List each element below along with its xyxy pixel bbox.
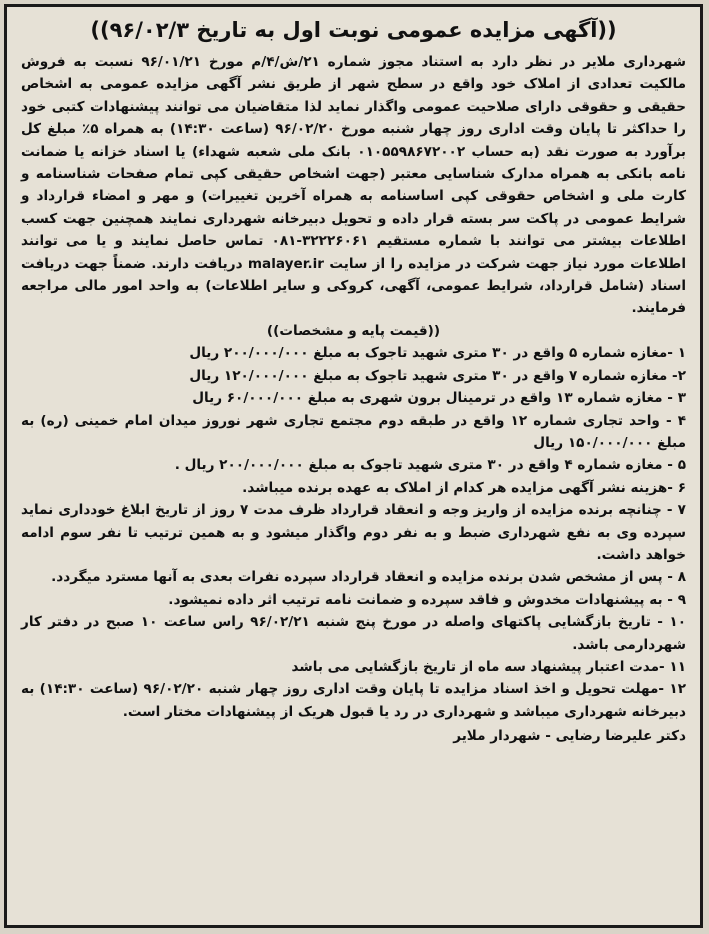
terms-list [21,342,686,723]
list-item: ۸ - پس از مشخص شدن برنده مزایده و انعقاد قرارداد سپرده نفرات بعدی به آنها مسترد میگردد. [51,569,686,586]
list-item: ۵ - مغازه شماره ۴ واقع در ۳۰ متری شهید تاجوک به مبلغ ۲۰۰/۰۰۰/۰۰۰ ریال . [174,457,686,474]
list-item: ۲- مغازه شماره ۷ واقع در ۳۰ متری شهید تاجوک به مبلغ ۱۲۰/۰۰۰/۰۰۰ ریال [189,367,686,384]
list-item: ۹ - به پیشنهادات مخدوش و فاقد سپرده و ضمانت نامه ترتیب اثر داده نمیشود. [168,591,686,608]
list-item: ۱ -مغازه شماره ۵ واقع در ۳۰ متری شهید تاجوک به مبلغ ۲۰۰/۰۰۰/۰۰۰ ریال [189,345,686,362]
list-item: ۱۰ - تاریخ بازگشایی پاکتهای واصله در مورخ پنج شنبه ۹۶/۰۲/۲۱ راس ساعت ۱۰ صبح در دفتر کار شهردارمی باشد. [21,614,687,653]
signature-line: دکتر علیرضا رضایی - شهردار ملایر [453,728,686,745]
price-heading: ((قیمت پایه و مشخصات)) [266,322,441,339]
notice-title: ((آگهی مزایده عمومی نوبت اول به تاریخ ۹۶/۰۲/۳)) [90,18,617,42]
list-item: ۷ - چنانچه برنده مزایده از واریز وجه و انعقاد قرارداد ظرف مدت ۷ روز از تاریخ ابلاغ خودداری نماید سپرده وی به نفع شهرداری ضبط و به نفر دوم واگذار میشود و به همین ترتیب تا نفر سوم ادامه خواهد داشت. [21,502,686,563]
list-item: ۶ -هزینه نشر آگهی مزایده هر کدام از املاک به عهده برنده میباشد. [242,479,686,496]
notice-intro-paragraph: شهرداری ملایر در نظر دارد به استناد مجوز شماره ۲۱/ش/۴/م مورخ ۹۶/۰۱/۲۱ نسبت به فروش مالکیت تعدادی از املاک خود واقع در سطح شهر از طریق نشر آگهی مزایده عمومی به اشخاص حقیقی و حقوقی دارای صلاحیت عمومی واگذار نماید لذا متقاضیان می توانند پیشنهادات کتبی خود را حداکثر تا پایان وقت اداری روز چهار شنبه مورخ ۹۶/۰۲/۲۰ (ساعت ۱۴:۳۰) به همراه ۵٪ مبلغ کل برآورد به صورت نقد (به حساب ۰۱۰۵۵۹۸۶۷۲۰۰۲ بانک ملی شعبه شهداء) یا اسناد خزانه یا ضمانت نامه بانکی به همراه مدارک شناسایی معتبر (جهت اشخاص حقیقی کپی تمام صفحات شناسنامه و کارت ملی و اشخاص حقوقی کپی اساسنامه به همراه آخرین تغییرات) و مهر و امضاء قرارداد و شرایط عمومی در پاکت سر بسته قرار داده و تحویل دبیرخانه شهرداری نمایند همچنین جهت کسب اطلاعات بیشتر می توانند با شماره مستقیم ۳۲۲۲۶۰۶۱-۰۸۱ تماس حاصل نمایند و یا می توانند اطلاعات مورد نیاز جهت شرکت در مزایده را از سایت malayer.ir دریافت دارند. ضمناً جهت دریافت اسناد (شامل قرارداد، شرایط عمومی، آگهی، کروکی و سایر اطلاعات) به واحد امور مالی مراجعه فرمایند. [21,54,687,317]
list-item: ۴ - واحد تجاری شماره ۱۲ واقع در طبقه دوم مجتمع تجاری شهر نوروز میدان امام خمینی (ره) به مبلغ ۱۵۰/۰۰۰/۰۰۰ ریال [21,412,686,451]
list-item: ۱۲ -مهلت تحویل و اخذ اسناد مزایده تا پایان وقت اداری روز چهار شنبه ۹۶/۰۲/۲۰ (ساعت ۱۴:۳۰) به دبیرخانه شهرداری میباشد و شهرداری در رد یا قبول هریک از پیشنهادات مختار است. [21,681,687,720]
list-item: ۱۱ -مدت اعتبار پیشنهاد سه ماه از تاریخ بازگشایی می باشد [291,658,686,675]
list-item: ۳ - مغازه شماره ۱۳ واقع در ترمینال برون شهری به مبلغ ۶۰/۰۰۰/۰۰۰ ریال [192,390,686,407]
notice-frame [4,4,703,928]
